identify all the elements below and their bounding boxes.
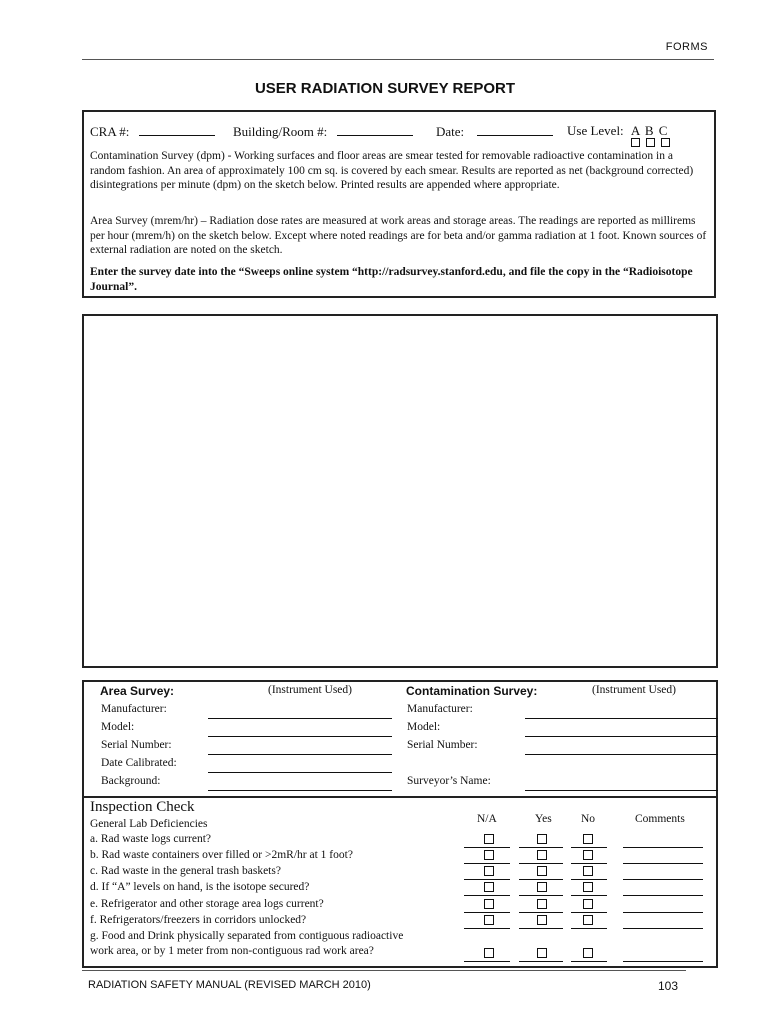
footer-manual-title: RADIATION SAFETY MANUAL (REVISED MARCH 2010)	[88, 979, 371, 991]
list-item: f. Refrigerators/freezers in corridors unlocked?	[90, 914, 307, 926]
comment-input[interactable]	[623, 895, 703, 896]
level-c-checkbox[interactable]	[661, 138, 670, 147]
level-a-checkbox[interactable]	[631, 138, 640, 147]
inspection-title: Inspection Check	[90, 799, 195, 815]
area-date-calibrated-label: Date Calibrated:	[101, 757, 177, 769]
no-underline	[571, 912, 607, 913]
yes-checkbox[interactable]	[537, 915, 547, 925]
contamination-model-input[interactable]	[525, 736, 718, 737]
na-checkbox[interactable]	[484, 850, 494, 860]
no-underline	[571, 961, 607, 962]
yes-checkbox[interactable]	[537, 834, 547, 844]
comment-input[interactable]	[623, 847, 703, 848]
building-field	[233, 123, 413, 140]
list-item: e. Refrigerator and other storage area logs current?	[90, 898, 324, 910]
footer-divider	[82, 970, 686, 971]
date-input[interactable]	[477, 123, 553, 136]
area-serial-input[interactable]	[208, 754, 392, 755]
cra-input[interactable]	[139, 123, 215, 136]
list-item: g. Food and Drink physically separated from contiguous radioactive	[90, 930, 404, 942]
section-label: FORMS	[665, 41, 708, 53]
na-checkbox[interactable]	[484, 834, 494, 844]
yes-underline	[519, 879, 563, 880]
col-yes-header: Yes	[535, 813, 552, 825]
yes-checkbox[interactable]	[537, 899, 547, 909]
no-checkbox[interactable]	[583, 850, 593, 860]
surveyor-name-input[interactable]	[525, 790, 718, 791]
yes-underline	[519, 863, 563, 864]
page-title: USER RADIATION SURVEY REPORT	[254, 80, 516, 97]
instrument-box	[82, 680, 718, 798]
list-item: a. Rad waste logs current?	[90, 833, 212, 845]
list-item: d. If “A” levels on hand, is the isotope secured?	[90, 881, 310, 893]
na-checkbox[interactable]	[484, 948, 494, 958]
area-manufacturer-label: Manufacturer:	[101, 703, 167, 715]
contamination-serial-label: Serial Number:	[407, 739, 478, 751]
comment-input[interactable]	[623, 879, 703, 880]
no-underline	[571, 895, 607, 896]
date-label: Date:	[436, 124, 465, 139]
yes-underline	[519, 912, 563, 913]
level-a-label: A	[630, 123, 640, 138]
no-underline	[571, 863, 607, 864]
instruction-paragraph: Enter the survey date into the “Sweeps online system “http://radsurvey.stanford.edu, and file the copy in the “Radioisotope Journal”.	[90, 266, 693, 293]
comment-input[interactable]	[623, 863, 703, 864]
no-checkbox[interactable]	[583, 899, 593, 909]
area-instrument-label: (Instrument Used)	[268, 684, 352, 696]
comment-input[interactable]	[623, 912, 703, 913]
col-na-header: N/A	[477, 813, 497, 825]
col-no-header: No	[581, 813, 596, 825]
na-underline	[464, 879, 510, 880]
yes-underline	[519, 961, 563, 962]
list-item: b. Rad waste containers over filled or >2mR/hr at 1 foot?	[90, 849, 353, 861]
area-manufacturer-input[interactable]	[208, 718, 392, 719]
use-level-field	[567, 123, 667, 139]
no-checkbox[interactable]	[583, 948, 593, 958]
no-checkbox[interactable]	[583, 882, 593, 892]
na-underline	[464, 847, 510, 848]
area-model-input[interactable]	[208, 736, 392, 737]
area-survey-title: Area Survey:	[100, 684, 175, 698]
no-checkbox[interactable]	[583, 915, 593, 925]
yes-checkbox[interactable]	[537, 866, 547, 876]
list-item: c. Rad waste in the general trash baskets?	[90, 865, 281, 877]
yes-underline	[519, 847, 563, 848]
date-field	[436, 123, 553, 140]
use-level-label: Use Level:	[567, 123, 624, 138]
yes-checkbox[interactable]	[537, 948, 547, 958]
contamination-model-label: Model:	[407, 721, 441, 733]
page-number: 103	[658, 979, 679, 993]
contamination-serial-input[interactable]	[525, 754, 718, 755]
cra-label: CRA #:	[90, 124, 130, 139]
inspection-subtitle: General Lab Deficiencies	[90, 818, 208, 830]
comment-input[interactable]	[623, 961, 703, 962]
area-paragraph: Area Survey (mrem/hr) – Radiation dose rates are measured at work areas and storage areas. The readings are reported as millirems per hour (mrem/h) on the sketch below. Except where noted readings are for beta and/or gamma radiation at 1 foot. Known sources of external radiation are noted on the sketch.	[90, 215, 707, 256]
na-underline	[464, 863, 510, 864]
building-input[interactable]	[337, 123, 413, 136]
na-checkbox[interactable]	[484, 915, 494, 925]
level-c-label: C	[658, 123, 668, 138]
sketch-area[interactable]	[82, 314, 718, 668]
contamination-manufacturer-label: Manufacturer:	[407, 703, 473, 715]
surveyor-name-label: Surveyor’s Name:	[407, 775, 491, 787]
col-comments-header: Comments	[635, 813, 685, 825]
no-underline	[571, 847, 607, 848]
contamination-paragraph: Contamination Survey (dpm) - Working surfaces and floor areas are smear tested for removable radioactive contamination in a random fashion. An area of approximately 100 cm sq. is covered by each smear. Results are reported as net (background corrected) disintegrations per minute (dpm) on the sketch below. Printed results are appended where appropriate.	[90, 150, 694, 191]
contamination-survey-title: Contamination Survey:	[406, 684, 538, 698]
na-checkbox[interactable]	[484, 882, 494, 892]
cra-field	[90, 123, 215, 140]
yes-checkbox[interactable]	[537, 882, 547, 892]
na-checkbox[interactable]	[484, 899, 494, 909]
na-underline	[464, 895, 510, 896]
contamination-instrument-label: (Instrument Used)	[592, 684, 676, 696]
no-underline	[571, 928, 607, 929]
area-background-input[interactable]	[208, 790, 392, 791]
na-underline	[464, 912, 510, 913]
level-b-label: B	[644, 123, 654, 138]
na-checkbox[interactable]	[484, 866, 494, 876]
header-divider	[82, 59, 714, 60]
no-checkbox[interactable]	[583, 866, 593, 876]
yes-underline	[519, 928, 563, 929]
area-date-calibrated-input[interactable]	[208, 772, 392, 773]
area-model-label: Model:	[101, 721, 135, 733]
comment-input[interactable]	[623, 928, 703, 929]
area-serial-label: Serial Number:	[101, 739, 172, 751]
area-background-label: Background:	[101, 775, 161, 787]
no-underline	[571, 879, 607, 880]
list-item: work area, or by 1 meter from non-contiguous rad work area?	[90, 945, 374, 957]
na-underline	[464, 961, 510, 962]
yes-checkbox[interactable]	[537, 850, 547, 860]
building-label: Building/Room #:	[233, 124, 328, 139]
contamination-manufacturer-input[interactable]	[525, 718, 718, 719]
level-b-checkbox[interactable]	[646, 138, 655, 147]
yes-underline	[519, 895, 563, 896]
na-underline	[464, 928, 510, 929]
no-checkbox[interactable]	[583, 834, 593, 844]
